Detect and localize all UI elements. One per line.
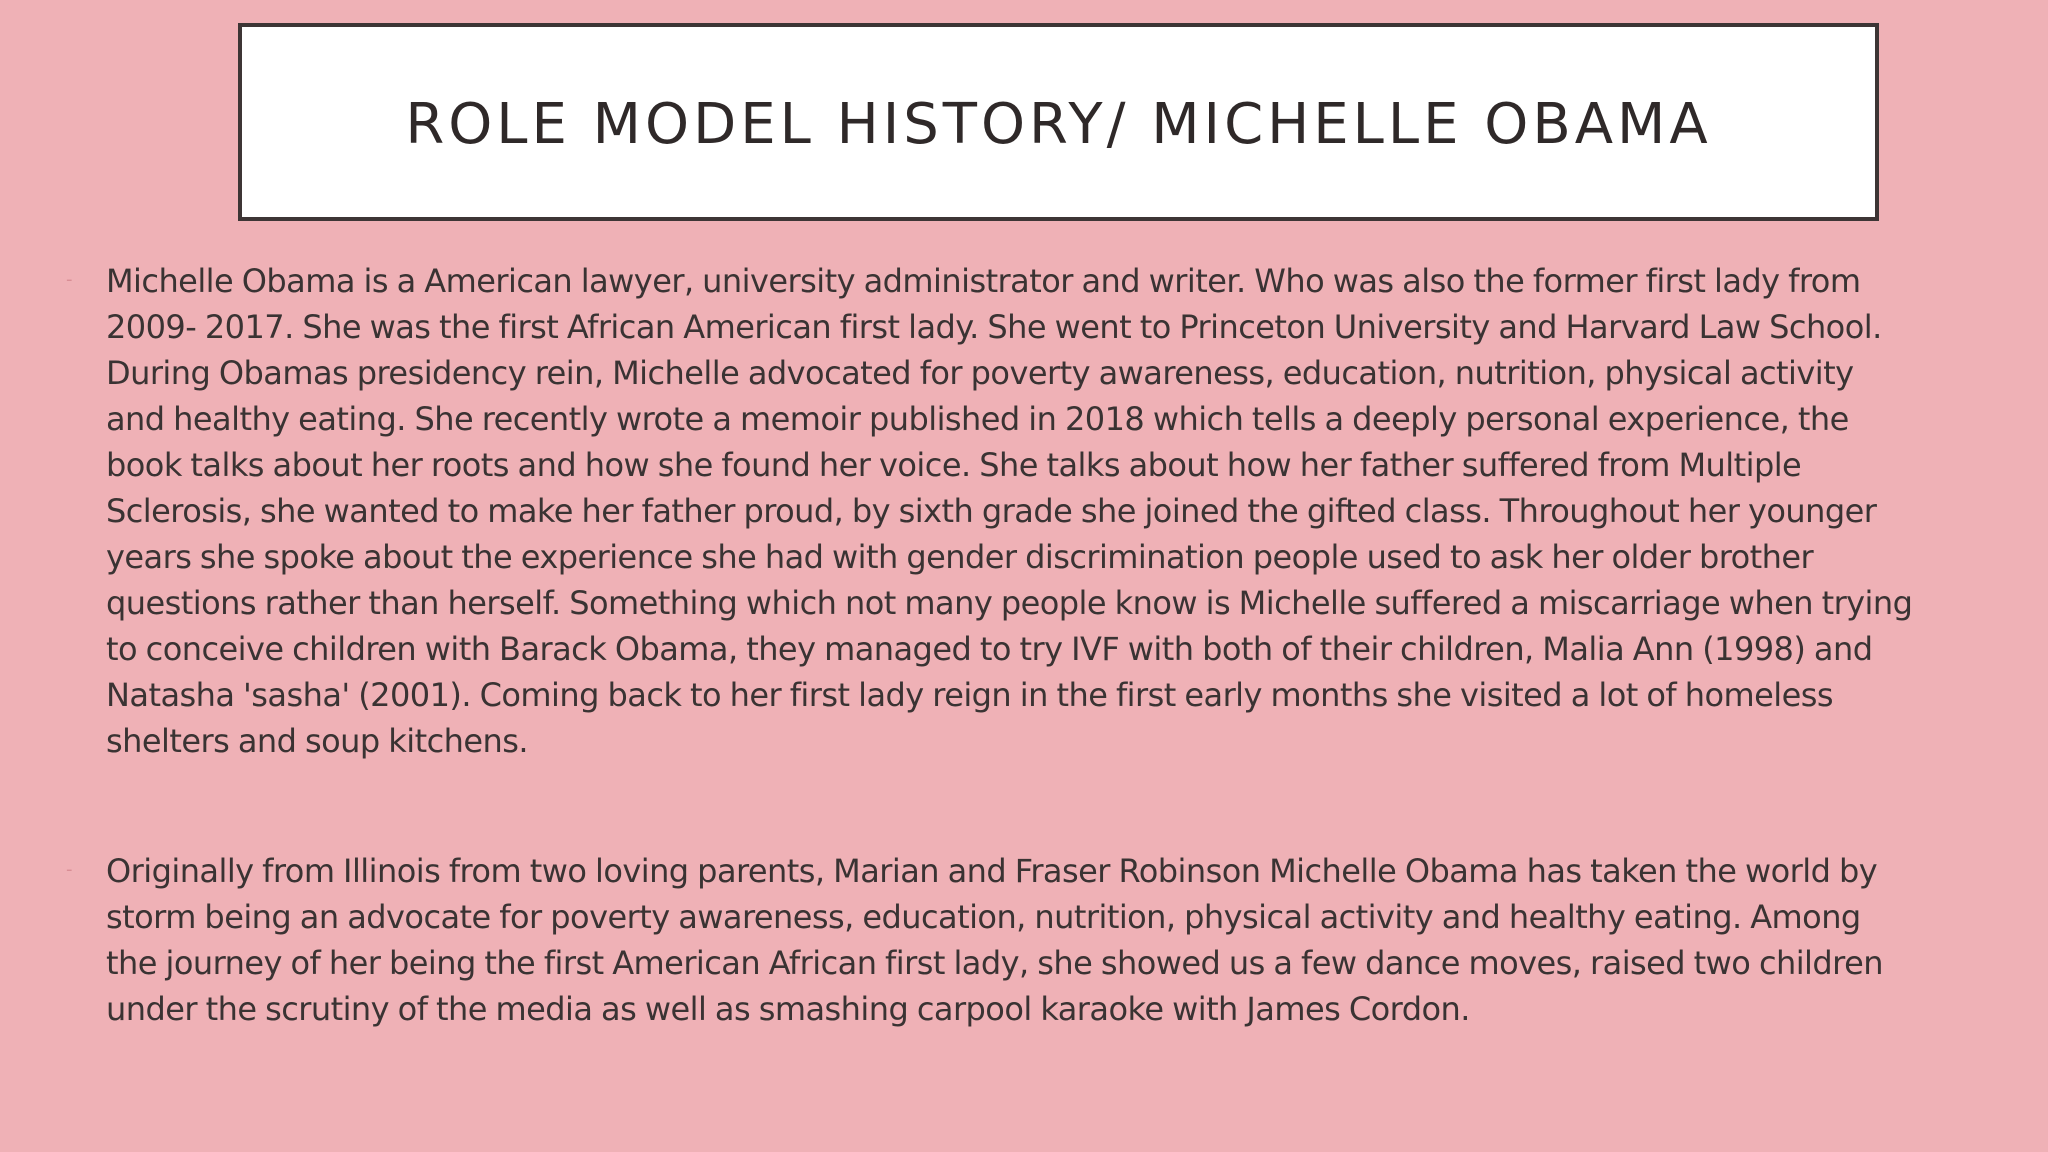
slide-title: ROLE MODEL HISTORY/ MICHELLE OBAMA (405, 91, 1712, 157)
bullet-list (66, 258, 1916, 1032)
title-box (238, 23, 1879, 221)
bullet-text: Michelle Obama is a American lawyer, university administrator and writer. Who was also the former first lady from 2009- 2017. She was the first African American first lady. She went to Princeton University and Harvard Law School. During Obamas presidency rein, Michelle advocated for poverty awareness, education, nutrition, physical activity and healthy eating. She recently wrote a memoir published in 2018 which tells a deeply personal experience, the book talks about her roots and how she found her voice. She talks about how her father suffered from Multiple Sclerosis, she wanted to make her father proud, by sixth grade she joined the gifted class. Throughout her younger years she spoke about the experience she had with gender discrimination people used to ask her older brother questions rather than herself. Something which not many people know is Michelle suffered a miscarriage when trying to conceive children with Barack Obama, they managed to try IVF with both of their children, Malia Ann (1998) and Natasha 'sasha' (2001). Coming back to her first lady reign in the first early months she visited a lot of homeless shelters and soup kitchens. (106, 262, 1913, 760)
bullet-marker-icon: - (66, 859, 72, 880)
bullet-item (66, 258, 1916, 764)
bullet-item (66, 848, 1916, 1032)
bullet-marker-icon: - (66, 269, 72, 290)
bullet-text: Originally from Illinois from two loving parents, Marian and Fraser Robinson Michelle Obama has taken the world by storm being an advocate for poverty awareness, education, nutrition, physical activity and healthy eating. Among the journey of her being the first American African first lady, she showed us a few dance moves, raised two children under the scrutiny of the media as well as smashing carpool karaoke with James Cordon. (106, 852, 1883, 1028)
